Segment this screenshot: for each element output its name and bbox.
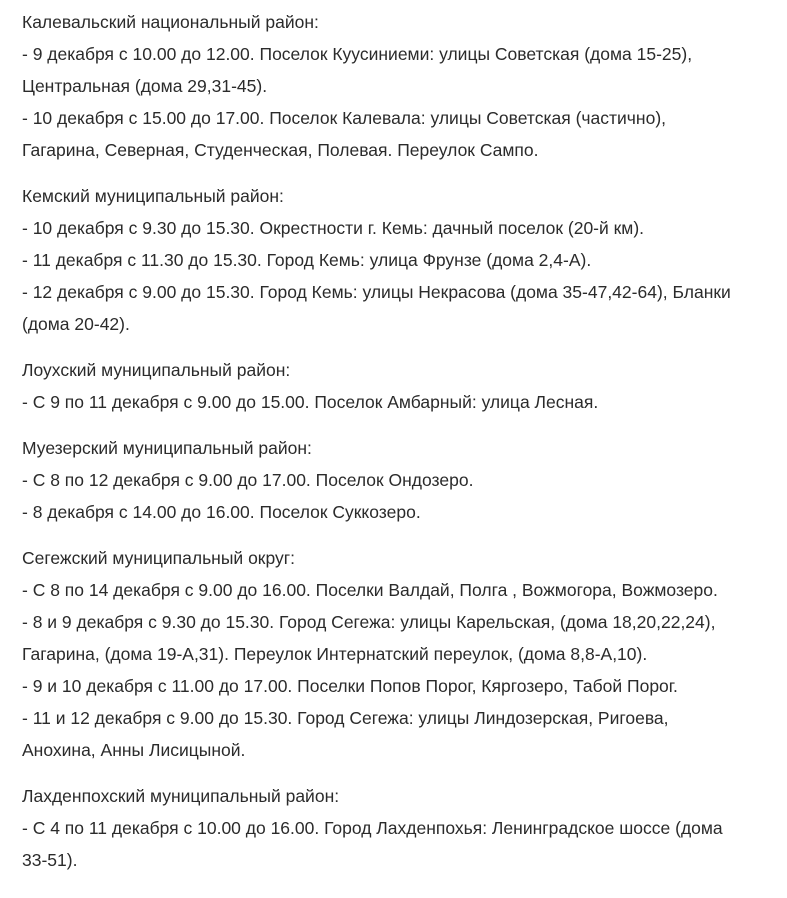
outage-entry: - 8 и 9 декабря с 9.30 до 15.30. Город Сегежа: улицы Карельская, (дома 18,20,22,24), Гагарина, (дома 19-А,31). Переулок Интернатский переулок, (дома 8,8-А,10). <box>22 612 716 664</box>
district-heading: Калевальский национальный район: <box>22 12 319 32</box>
outage-entry: - С 4 по 11 декабря с 10.00 до 16.00. Город Лахденпохья: Ленинградское шоссе (дома 33-51). <box>22 818 723 870</box>
sections-container <box>22 6 745 876</box>
outage-entry: - 10 декабря с 9.30 до 15.30. Окрестности г. Кемь: дачный поселок (20-й км). <box>22 218 645 238</box>
district-section <box>22 542 745 766</box>
outage-entry: - 11 декабря с 11.30 до 15.30. Город Кемь: улица Фрунзе (дома 2,4-А). <box>22 250 592 270</box>
outage-entry: - 8 декабря с 14.00 до 16.00. Поселок Суккозеро. <box>22 502 421 522</box>
outage-entry: - С 9 по 11 декабря с 9.00 до 15.00. Поселок Амбарный: улица Лесная. <box>22 392 599 412</box>
outage-entry: - 12 декабря с 9.00 до 15.30. Город Кемь: улицы Некрасова (дома 35-47,42-64), Бланки (дома 20-42). <box>22 282 731 334</box>
outage-entry: - 9 и 10 декабря с 11.00 до 17.00. Поселки Попов Порог, Кяргозеро, Табой Порог. <box>22 676 678 696</box>
outage-entry: - 9 декабря с 10.00 до 12.00. Поселок Куусиниеми: улицы Советская (дома 15-25), Центральная (дома 29,31-45). <box>22 44 693 96</box>
district-heading: Лахденпохский муниципальный район: <box>22 786 340 806</box>
district-section <box>22 180 745 340</box>
outage-entry: - С 8 по 14 декабря с 9.00 до 16.00. Поселки Валдай, Полга , Вожмогора, Вожмозеро. <box>22 580 718 600</box>
district-heading: Лоухский муниципальный район: <box>22 360 291 380</box>
district-section <box>22 780 745 876</box>
district-heading: Кемский муниципальный район: <box>22 186 284 206</box>
district-section <box>22 6 745 166</box>
district-heading: Сегежский муниципальный округ: <box>22 548 295 568</box>
outage-entry: - С 8 по 12 декабря с 9.00 до 17.00. Поселок Ондозеро. <box>22 470 474 490</box>
district-heading: Муезерский муниципальный район: <box>22 438 312 458</box>
district-section <box>22 432 745 528</box>
district-section <box>22 354 745 418</box>
outage-entry: - 11 и 12 декабря с 9.00 до 15.30. Город Сегежа: улицы Линдозерская, Ригоева, Анохина, Анны Лисицыной. <box>22 708 669 760</box>
outage-entry: - 10 декабря с 15.00 до 17.00. Поселок Калевала: улицы Советская (частично), Гагарина, Северная, Студенческая, Полевая. Переулок Сампо. <box>22 108 667 160</box>
